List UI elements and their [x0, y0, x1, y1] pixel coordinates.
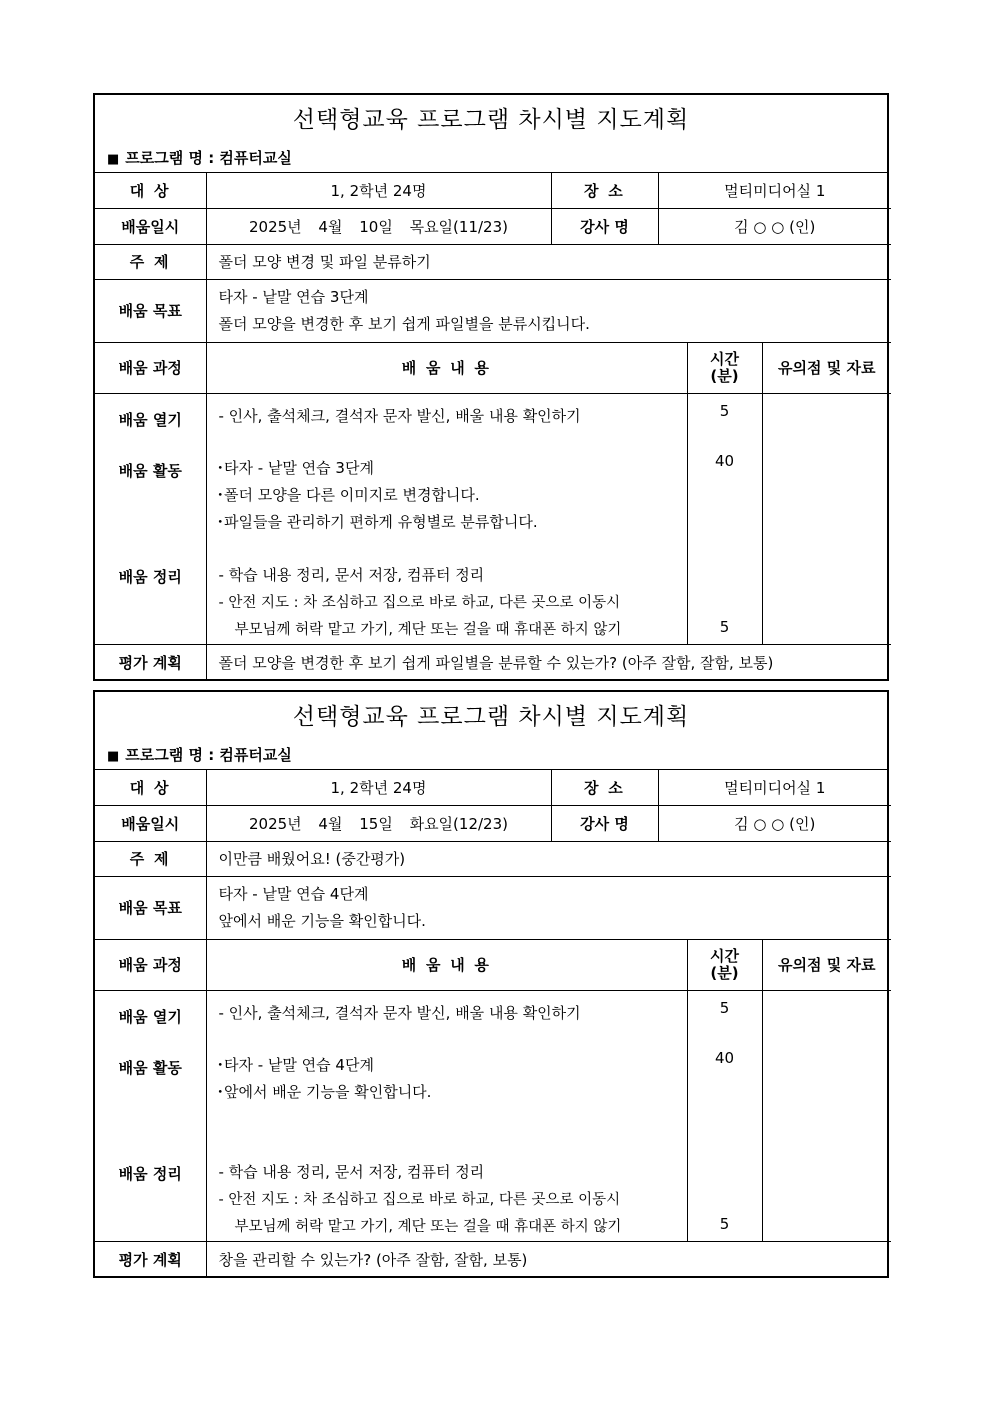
- program-name: [107, 147, 292, 168]
- goal-line: 타자 - 낱말 연습 3단계: [218, 287, 369, 306]
- content-label: 배 움 내 용: [206, 939, 687, 990]
- square-bullet-icon: ■: [107, 749, 120, 764]
- target-value: 1, 2학년 24명: [206, 770, 551, 805]
- time-close: 5: [719, 1214, 730, 1233]
- place-value: 멀티미디어실 1: [658, 173, 891, 208]
- notes-label: 유의점 및 자료: [762, 939, 891, 990]
- activity-line: ･타자 - 낱말 연습 4단계: [216, 1055, 374, 1074]
- lesson-plan-2: [93, 690, 889, 1278]
- eval-value: 폴더 모양을 변경한 후 보기 쉽게 파일별을 분류할 수 있는가? (아주 잘함, 잘함, 보통): [206, 644, 891, 680]
- activity-line: ･파일들을 관리하기 편하게 유형별로 분류합니다.: [216, 512, 538, 531]
- goal-line: 타자 - 낱말 연습 4단계: [218, 884, 369, 903]
- close-line: 부모님께 허락 맡고 가기, 계단 또는 걸을 때 휴대폰 하지 않기: [234, 621, 622, 638]
- topic-value: 이만큼 배웠어요! (중간평가): [206, 841, 891, 876]
- close-line: 부모님께 허락 맡고 가기, 계단 또는 걸을 때 휴대폰 하지 않기: [234, 1218, 622, 1235]
- program-name: [107, 744, 292, 765]
- stage-column: [95, 990, 206, 1241]
- goal-line: 앞에서 배운 기능을 확인합니다.: [218, 911, 426, 930]
- target-label: 대 상: [95, 173, 206, 208]
- goal-label: 배움 목표: [95, 279, 206, 342]
- activity-line: ･폴더 모양을 다른 이미지로 변경합니다.: [216, 485, 480, 504]
- stage-activity: 배움 활동: [118, 461, 182, 480]
- time-close: 5: [719, 617, 730, 636]
- lesson-plan-1: [93, 93, 889, 681]
- date-value: 2025년 4월 15일 화요일(12/23): [206, 805, 551, 841]
- teacher-value: 김 ○ ○ (인): [658, 805, 891, 841]
- process-label: 배움 과정: [95, 342, 206, 393]
- content-label: 배 움 내 용: [206, 342, 687, 393]
- close-line: - 안전 지도 : 차 조심하고 집으로 바로 하교, 다른 곳으로 이동시: [218, 594, 621, 611]
- date-value: 2025년 4월 10일 목요일(11/23): [206, 208, 551, 244]
- square-bullet-icon: ■: [107, 152, 120, 167]
- goal-line: 폴더 모양을 변경한 후 보기 쉽게 파일별을 분류시킵니다.: [218, 314, 590, 333]
- plan-table: [95, 770, 891, 1277]
- program-name-text: 프로그램 명 : 컴퓨터교실: [125, 149, 292, 167]
- plan-table: [95, 173, 891, 680]
- time-header: [687, 939, 762, 990]
- date-label: 배움일시: [95, 208, 206, 244]
- place-label: 장 소: [551, 173, 658, 208]
- notes-label: 유의점 및 자료: [762, 342, 891, 393]
- activity-line: ･타자 - 낱말 연습 3단계: [216, 458, 374, 477]
- close-line: - 안전 지도 : 차 조심하고 집으로 바로 하교, 다른 곳으로 이동시: [218, 1191, 621, 1208]
- time-activity: 40: [714, 451, 735, 470]
- time-label: 시간: [710, 946, 739, 965]
- program-name-text: 프로그램 명 : 컴퓨터교실: [125, 746, 292, 764]
- plan-header: [95, 692, 887, 770]
- stage-close: 배움 정리: [118, 1164, 182, 1183]
- close-line: - 학습 내용 정리, 문서 저장, 컴퓨터 정리: [218, 565, 485, 584]
- content-column: [206, 990, 687, 1241]
- goal-value: [206, 279, 891, 342]
- eval-label: 평가 계획: [95, 1241, 206, 1277]
- stage-activity: 배움 활동: [118, 1058, 182, 1077]
- topic-label: 주 제: [95, 244, 206, 279]
- topic-value: 폴더 모양 변경 및 파일 분류하기: [206, 244, 891, 279]
- stage-close: 배움 정리: [118, 567, 182, 586]
- place-value: 멀티미디어실 1: [658, 770, 891, 805]
- date-label: 배움일시: [95, 805, 206, 841]
- stage-column: [95, 393, 206, 644]
- target-value: 1, 2학년 24명: [206, 173, 551, 208]
- time-header: [687, 342, 762, 393]
- time-open: 5: [719, 998, 730, 1017]
- goal-value: [206, 876, 891, 939]
- time-unit-label: (분): [710, 366, 739, 385]
- teacher-label: 강사 명: [551, 805, 658, 841]
- place-label: 장 소: [551, 770, 658, 805]
- time-activity: 40: [714, 1048, 735, 1067]
- process-label: 배움 과정: [95, 939, 206, 990]
- time-column: [687, 990, 762, 1241]
- teacher-value: 김 ○ ○ (인): [658, 208, 891, 244]
- plan-title: 선택형교육 프로그램 차시별 지도계획: [292, 704, 690, 730]
- open-text: - 인사, 출석체크, 결석자 문자 발신, 배울 내용 확인하기: [218, 406, 581, 425]
- activity-line: ･앞에서 배운 기능을 확인합니다.: [216, 1082, 432, 1101]
- time-column: [687, 393, 762, 644]
- open-text: - 인사, 출석체크, 결석자 문자 발신, 배울 내용 확인하기: [218, 1003, 581, 1022]
- eval-label: 평가 계획: [95, 644, 206, 680]
- notes-column: [762, 990, 891, 1241]
- plan-header: [95, 95, 887, 173]
- close-line: - 학습 내용 정리, 문서 저장, 컴퓨터 정리: [218, 1162, 485, 1181]
- eval-value: 창을 관리할 수 있는가? (아주 잘함, 잘함, 보통): [206, 1241, 891, 1277]
- content-column: [206, 393, 687, 644]
- time-open: 5: [719, 401, 730, 420]
- topic-label: 주 제: [95, 841, 206, 876]
- teacher-label: 강사 명: [551, 208, 658, 244]
- goal-label: 배움 목표: [95, 876, 206, 939]
- time-unit-label: (분): [710, 963, 739, 982]
- notes-column: [762, 393, 891, 644]
- stage-open: 배움 열기: [118, 410, 182, 429]
- plan-title: 선택형교육 프로그램 차시별 지도계획: [292, 107, 690, 133]
- time-label: 시간: [710, 349, 739, 368]
- stage-open: 배움 열기: [118, 1007, 182, 1026]
- target-label: 대 상: [95, 770, 206, 805]
